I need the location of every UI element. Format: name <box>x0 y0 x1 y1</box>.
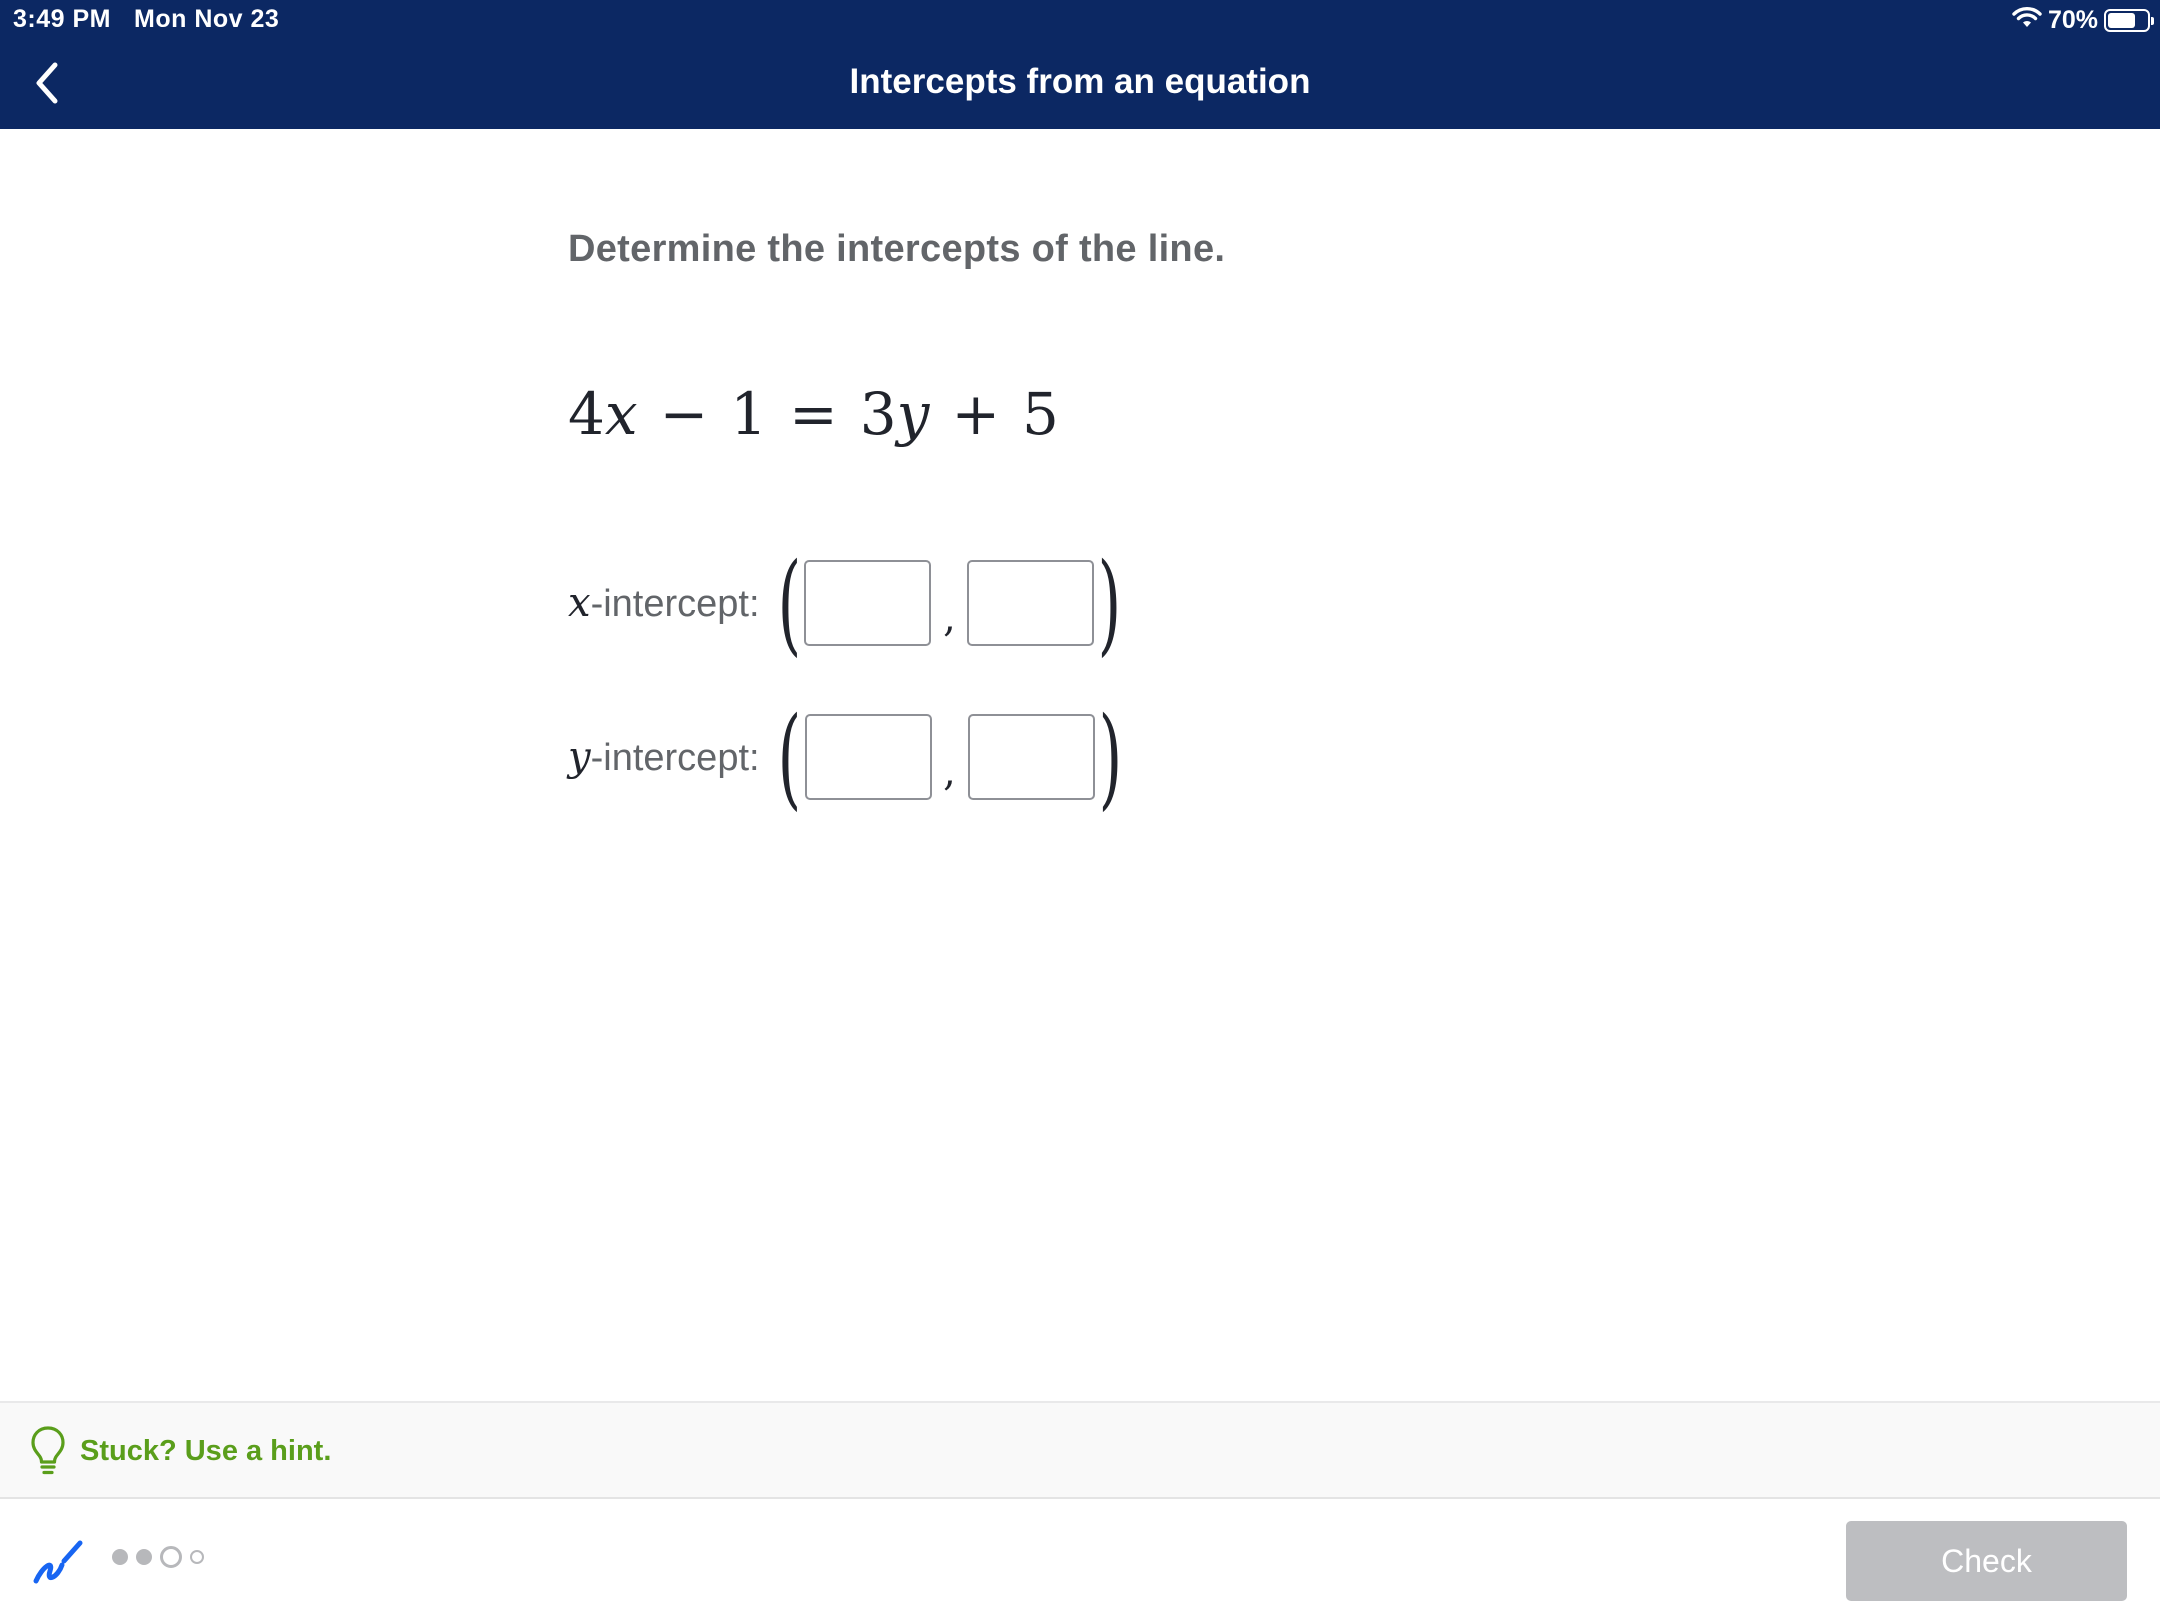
y-intercept-variable: y <box>568 734 591 780</box>
question-prompt: Determine the intercepts of the line. <box>568 228 1226 270</box>
equation-lhs-coefficient: 4 <box>568 380 605 448</box>
top-bar <box>0 0 2160 129</box>
hint-label: Stuck? Use a hint. <box>80 1434 332 1467</box>
equation-rhs-variable: y <box>896 380 930 448</box>
close-paren: ) <box>1098 693 1122 821</box>
page-title: Intercepts from an equation <box>849 62 1311 101</box>
progress-dot-remaining <box>190 1550 204 1564</box>
equation-equals: = <box>789 380 838 448</box>
equation-minus: − <box>659 380 709 448</box>
battery-icon <box>2104 9 2150 32</box>
y-intercept-row <box>568 693 1131 821</box>
equation-lhs-variable: x <box>604 380 638 448</box>
lightbulb-icon <box>30 1425 66 1477</box>
equation-rhs-constant: 5 <box>1022 380 1059 448</box>
y-intercept-label-text: -intercept: <box>590 737 760 779</box>
coordinate-comma: , <box>943 595 956 641</box>
progress-dot-current <box>160 1546 182 1568</box>
x-intercept-label-text: -intercept: <box>590 583 760 625</box>
hint-button[interactable] <box>30 1425 331 1477</box>
check-button[interactable]: Check <box>1846 1521 2127 1601</box>
y-intercept-y-input[interactable] <box>968 714 1095 800</box>
open-paren: ( <box>777 539 801 667</box>
footer <box>0 1499 2160 1620</box>
battery-tip <box>2151 17 2154 25</box>
x-intercept-y-input[interactable] <box>967 560 1094 646</box>
equation-plus: + <box>951 380 1001 448</box>
status-date: Mon Nov 23 <box>134 5 280 33</box>
equation <box>568 380 1059 448</box>
x-intercept-x-input[interactable] <box>804 560 931 646</box>
progress-dots <box>112 1546 204 1568</box>
y-intercept-label <box>568 734 760 780</box>
scratchpad-pencil-icon <box>28 1533 88 1593</box>
progress-dot-completed <box>136 1549 152 1565</box>
equation-rhs-coefficient: 3 <box>859 380 897 448</box>
close-paren: ) <box>1098 539 1122 667</box>
wifi-icon <box>2012 6 2042 35</box>
hint-bar <box>0 1401 2160 1499</box>
x-intercept-label <box>568 580 760 626</box>
battery-percent: 70% <box>2047 5 2098 34</box>
status-time: 3:49 PM <box>13 5 111 33</box>
status-indicators <box>2012 4 2150 36</box>
x-intercept-row <box>568 539 1131 667</box>
x-intercept-variable: x <box>568 580 591 626</box>
coordinate-comma: , <box>943 749 956 795</box>
scratchpad-button[interactable] <box>28 1533 88 1593</box>
progress-dot-completed <box>112 1549 128 1565</box>
equation-lhs-constant: 1 <box>730 380 768 448</box>
y-intercept-x-input[interactable] <box>805 714 932 800</box>
open-paren: ( <box>777 693 801 821</box>
battery-level <box>2108 13 2135 28</box>
